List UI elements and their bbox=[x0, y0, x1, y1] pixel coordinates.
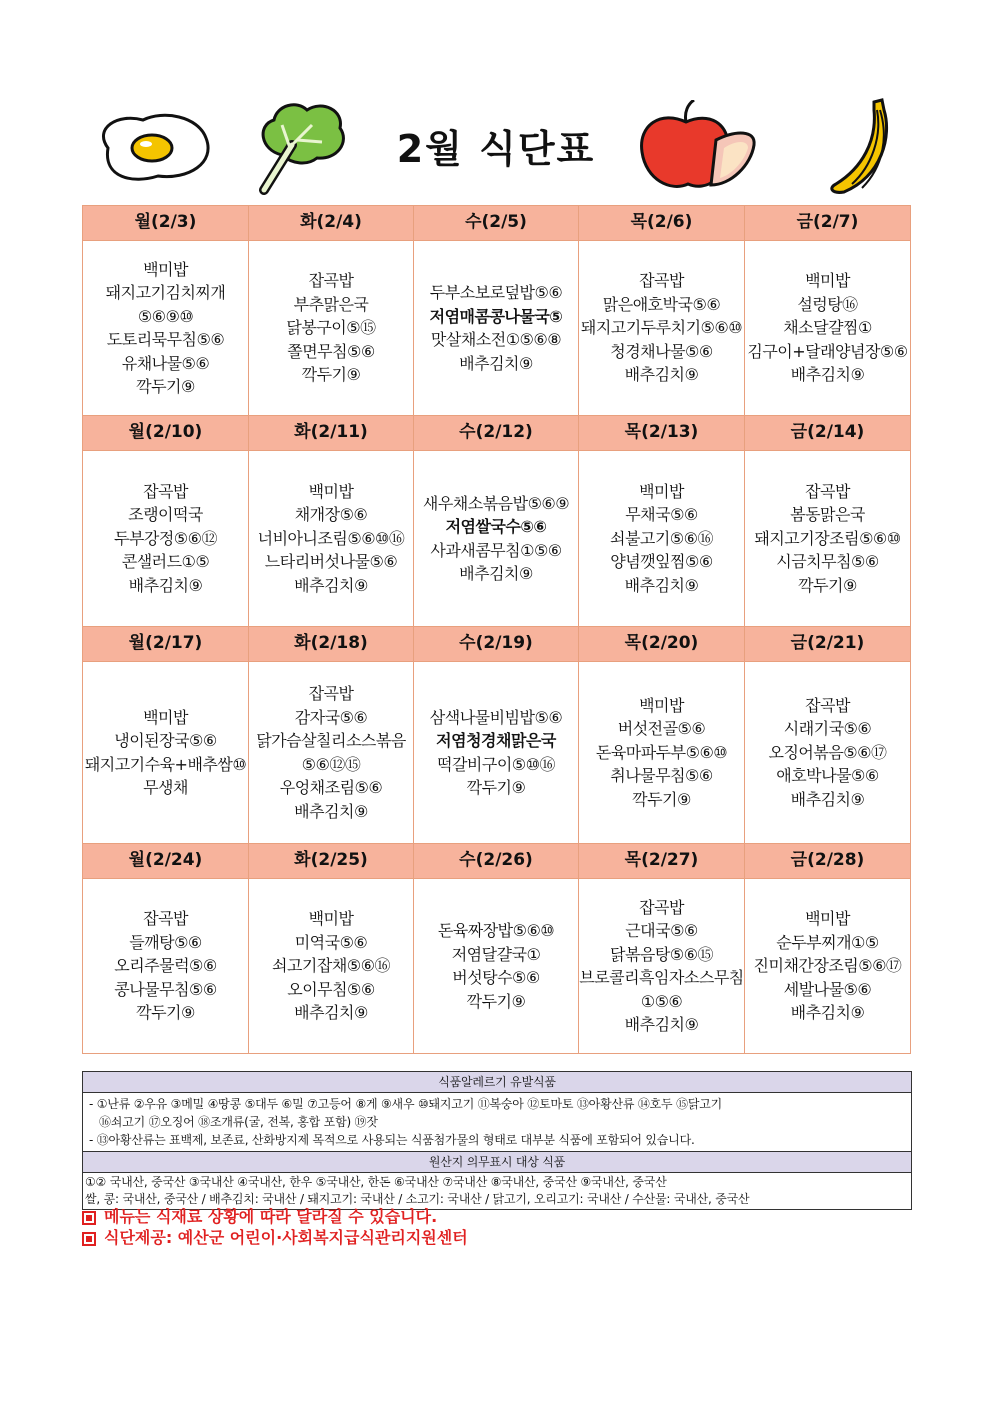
day-header-row bbox=[83, 206, 911, 241]
day-header: 목(2/13) bbox=[579, 416, 745, 451]
menu-item: 돼지고기장조림⑤⑥⑩ bbox=[754, 528, 901, 548]
menu-cell bbox=[249, 879, 414, 1054]
menu-item: 저염매콤콩나물국⑤ bbox=[429, 306, 563, 326]
menu-item: ①⑤⑥ bbox=[640, 991, 683, 1011]
menu-item: 닭봉구이⑤⑮ bbox=[286, 318, 376, 338]
menu-item: 깍두기⑨ bbox=[466, 991, 526, 1011]
menu-item: 배추김치⑨ bbox=[294, 1003, 368, 1023]
menu-item: 저염달걀국① bbox=[451, 944, 541, 964]
menu-item: 깍두기⑨ bbox=[632, 789, 691, 809]
menu-item: 무생채 bbox=[143, 778, 188, 797]
menu-item: 배추김치⑨ bbox=[790, 789, 865, 809]
menu-item: 시금치무침⑤⑥ bbox=[776, 552, 879, 572]
menu-cell bbox=[83, 451, 249, 627]
menu-item: 무채국⑤⑥ bbox=[625, 505, 698, 525]
menu-item: 배추김치⑨ bbox=[128, 575, 203, 595]
page-title: 2월 식단표 bbox=[396, 127, 596, 171]
menu-item: 잡곡밥 bbox=[143, 481, 188, 501]
menu-cell bbox=[579, 241, 745, 416]
menu-item: 시래기국⑤⑥ bbox=[783, 719, 872, 739]
menu-item: 돈육마파두부⑤⑥⑩ bbox=[595, 742, 728, 762]
day-header: 목(2/20) bbox=[579, 627, 745, 662]
menu-item: 취나물무침⑤⑥ bbox=[610, 766, 713, 786]
menu-item: 도토리묵무침⑤⑥ bbox=[106, 330, 225, 349]
day-header: 화(2/25) bbox=[249, 844, 414, 879]
day-header-row bbox=[83, 627, 911, 662]
menu-item: 채개장⑤⑥ bbox=[294, 505, 368, 525]
origin-line: ①② 국내산, 중국산 ③국내산 ④국내산, 한우 ⑤국내산, 한돈 ⑥국내산 ⑦국내산 ⑧국내산, 중국산 ⑨국내산, 중국산 bbox=[85, 1175, 667, 1189]
menu-row bbox=[83, 879, 911, 1054]
menu-item: 설렁탕⑯ bbox=[797, 294, 858, 314]
note-item bbox=[82, 1227, 468, 1248]
menu-item: 백미밥 bbox=[639, 695, 684, 715]
day-header: 월(2/24) bbox=[83, 844, 249, 879]
menu-cell bbox=[414, 241, 579, 416]
menu-cell bbox=[249, 241, 414, 416]
menu-cell bbox=[745, 879, 911, 1054]
menu-item: 닭볶음탕⑤⑥⑮ bbox=[609, 944, 713, 964]
day-header: 화(2/4) bbox=[249, 206, 414, 241]
menu-item: 들깨탕⑤⑥ bbox=[129, 932, 202, 952]
menu-item: 조랭이떡국 bbox=[128, 505, 203, 525]
menu-item: 김구이+달래양념장⑤⑥ bbox=[747, 341, 908, 361]
menu-item: 느타리버섯나물⑤⑥ bbox=[264, 552, 398, 572]
menu-item: 쇠고기잡채⑤⑥⑯ bbox=[272, 956, 390, 976]
menu-item: 돼지고기두루치기⑤⑥⑩ bbox=[580, 318, 743, 338]
menu-item: 쇠불고기⑤⑥⑯ bbox=[609, 528, 713, 548]
allergy-header: 식품알레르기 유발식품 bbox=[83, 1072, 911, 1093]
menu-item: 감자국⑤⑥ bbox=[294, 707, 368, 727]
menu-cell bbox=[83, 241, 249, 416]
menu-cell bbox=[83, 662, 249, 844]
menu-cell bbox=[249, 662, 414, 844]
menu-item: 두부소보로덮밥⑤⑥ bbox=[429, 283, 563, 302]
menu-item: 배추김치⑨ bbox=[459, 353, 533, 373]
menu-item: 돈육짜장밥⑤⑥⑩ bbox=[437, 921, 555, 940]
menu-item: 양념깻잎찜⑤⑥ bbox=[610, 552, 713, 572]
note-item bbox=[82, 1206, 468, 1227]
menu-item: 돼지고기수육+배추쌈⑩ bbox=[84, 754, 247, 774]
day-header: 월(2/3) bbox=[83, 206, 249, 241]
menu-item: 청경채나물⑤⑥ bbox=[610, 341, 713, 361]
menu-item: 두부강정⑤⑥⑫ bbox=[113, 528, 217, 548]
allergy-line: - ①난류 ②우유 ③메밀 ④땅콩 ⑤대두 ⑥밀 ⑦고등어 ⑧게 ⑨새우 ⑩돼지고기 ⑪복숭아 ⑫토마토 ⑬아황산류 ⑭호두 ⑮닭고기 bbox=[89, 1097, 723, 1111]
day-header: 금(2/14) bbox=[745, 416, 911, 451]
menu-item: 사과새콤무침①⑤⑥ bbox=[430, 540, 562, 560]
menu-item: 브로콜리흑임자소스무침 bbox=[579, 968, 744, 987]
menu-item: 콘샐러드①⑤ bbox=[121, 552, 210, 572]
menu-item: 배추김치⑨ bbox=[459, 564, 533, 583]
menu-item: 배추김치⑨ bbox=[624, 1015, 699, 1034]
menu-item: 배추김치⑨ bbox=[294, 575, 368, 595]
menu-item: ⑤⑥⑨⑩ bbox=[137, 306, 194, 326]
menu-item: 깍두기⑨ bbox=[136, 377, 195, 396]
day-header: 수(2/12) bbox=[414, 416, 579, 451]
day-header: 수(2/19) bbox=[414, 627, 579, 662]
menu-item: 저염청경채맑은국 bbox=[436, 731, 556, 750]
menu-item: 잡곡밥 bbox=[143, 909, 188, 929]
menu-item: 백미밥 bbox=[805, 271, 850, 291]
menu-cell bbox=[579, 879, 745, 1054]
menu-item: 잡곡밥 bbox=[639, 897, 684, 917]
day-header: 월(2/10) bbox=[83, 416, 249, 451]
menu-cell bbox=[414, 662, 579, 844]
menu-item: 백미밥 bbox=[805, 909, 850, 929]
menu-row bbox=[83, 662, 911, 844]
menu-item: 배추김치⑨ bbox=[624, 575, 699, 595]
menu-item: 잡곡밥 bbox=[308, 684, 354, 703]
day-header: 월(2/17) bbox=[83, 627, 249, 662]
day-header: 수(2/26) bbox=[414, 844, 579, 879]
day-header: 금(2/7) bbox=[745, 206, 911, 241]
menu-item: 새우채소볶음밥⑤⑥⑨ bbox=[422, 493, 570, 513]
day-header: 금(2/28) bbox=[745, 844, 911, 879]
menu-item: 채소달걀찜① bbox=[783, 318, 872, 338]
day-header-row bbox=[83, 844, 911, 879]
menu-item: 근대국⑤⑥ bbox=[625, 921, 698, 940]
menu-item: 백미밥 bbox=[308, 909, 354, 929]
note-text: 메뉴는 식재료 상황에 따라 달라질 수 있습니다. bbox=[104, 1207, 438, 1226]
allergy-list bbox=[83, 1093, 911, 1152]
day-header: 금(2/21) bbox=[745, 627, 911, 662]
menu-item: 버섯탕수⑤⑥ bbox=[452, 968, 540, 987]
origin-line: 쌀, 콩: 국내산, 중국산 / 배추김치: 국내산 / 돼지고기: 국내산 / 소고기: 국내산 / 닭고기, 오리고기: 국내산 / 수산물: 국내산, 중국산 bbox=[85, 1192, 750, 1206]
menu-item: 배추김치⑨ bbox=[790, 365, 865, 385]
menu-item: 애호박나물⑤⑥ bbox=[776, 766, 879, 786]
menu-item: 순두부찌개①⑤ bbox=[776, 932, 879, 952]
menu-item: 배추김치⑨ bbox=[624, 365, 699, 385]
menu-item: 백미밥 bbox=[143, 259, 188, 279]
menu-item: 깍두기⑨ bbox=[798, 575, 857, 595]
menu-item: 백미밥 bbox=[308, 481, 354, 501]
menu-item: 잡곡밥 bbox=[308, 271, 354, 291]
menu-item: 버섯전골⑤⑥ bbox=[617, 719, 706, 739]
menu-item: 떡갈비구이⑤⑩⑯ bbox=[437, 754, 555, 774]
menu-item: 오리주물럭⑤⑥ bbox=[114, 956, 217, 976]
menu-item: 저염쌀국수⑤⑥ bbox=[445, 517, 547, 536]
menu-row bbox=[83, 241, 911, 416]
menu-item: 냉이된장국⑤⑥ bbox=[114, 731, 217, 750]
menu-item: 부추맑은국 bbox=[293, 294, 369, 314]
menu-item: 배추김치⑨ bbox=[294, 801, 368, 821]
origin-header: 원산지 의무표시 대상 식품 bbox=[83, 1152, 911, 1173]
notes bbox=[82, 1206, 468, 1248]
menu-item: 돼지고기김치찌개 bbox=[105, 283, 226, 302]
menu-item: 잡곡밥 bbox=[805, 481, 850, 501]
menu-item: 콩나물무침⑤⑥ bbox=[114, 979, 217, 999]
menu-item: 깍두기⑨ bbox=[466, 778, 526, 797]
menu-item: 잡곡밥 bbox=[639, 271, 684, 291]
menu-table bbox=[82, 205, 911, 1054]
menu-item: 오징어볶음⑤⑥⑰ bbox=[768, 742, 887, 762]
menu-item: 깍두기⑨ bbox=[301, 365, 361, 385]
allergy-line: ⑯쇠고기 ⑰오징어 ⑱조개류(굴, 전복, 홍합 포함) ⑲잣 bbox=[99, 1115, 378, 1129]
info-box bbox=[82, 1071, 912, 1210]
menu-cell bbox=[414, 451, 579, 627]
menu-item: 미역국⑤⑥ bbox=[294, 932, 368, 952]
menu-cell bbox=[83, 879, 249, 1054]
menu-item: 봄동맑은국 bbox=[790, 505, 865, 525]
note-text: 식단제공: 예산군 어린이·사회복지급식관리지원센터 bbox=[104, 1228, 468, 1247]
day-header: 화(2/18) bbox=[249, 627, 414, 662]
menu-item: 배추김치⑨ bbox=[790, 1003, 865, 1023]
menu-item: 쫄면무침⑤⑥ bbox=[287, 341, 375, 361]
menu-item: 닭가슴살칠리소스볶음 bbox=[256, 731, 406, 750]
menu-cell bbox=[249, 451, 414, 627]
menu-item: 잡곡밥 bbox=[805, 695, 850, 715]
menu-item: 맑은애호박국⑤⑥ bbox=[602, 294, 721, 314]
day-header: 화(2/11) bbox=[249, 416, 414, 451]
day-header: 수(2/5) bbox=[414, 206, 579, 241]
menu-item: 삼색나물비빔밥⑤⑥ bbox=[429, 707, 563, 727]
allergy-line: - ⑬아황산류는 표백제, 보존료, 산화방지제 목적으로 사용되는 식품첨가물의 형태로 대부분 식품에 포함되어 있습니다. bbox=[89, 1133, 695, 1147]
origin-list bbox=[83, 1173, 911, 1209]
menu-item: 유채나물⑤⑥ bbox=[121, 353, 210, 373]
menu-item: 백미밥 bbox=[639, 481, 684, 501]
square-bullet-icon bbox=[82, 1232, 96, 1246]
menu-item: 세발나물⑤⑥ bbox=[783, 979, 872, 999]
day-header-row bbox=[83, 416, 911, 451]
menu-item: 진미채간장조림⑤⑥⑰ bbox=[753, 956, 902, 976]
menu-row bbox=[83, 451, 911, 627]
menu-item: 백미밥 bbox=[143, 707, 188, 727]
menu-item: 우엉채조림⑤⑥ bbox=[279, 778, 383, 797]
page-header bbox=[0, 90, 992, 200]
square-bullet-icon bbox=[82, 1211, 96, 1225]
day-header: 목(2/27) bbox=[579, 844, 745, 879]
menu-item: 너비아니조림⑤⑥⑩⑯ bbox=[257, 528, 405, 548]
menu-cell bbox=[414, 879, 579, 1054]
menu-cell bbox=[579, 662, 745, 844]
menu-item: 오이무침⑤⑥ bbox=[287, 979, 375, 999]
menu-cell bbox=[579, 451, 745, 627]
menu-cell bbox=[745, 241, 911, 416]
menu-item: 맛살채소전①⑤⑥⑧ bbox=[430, 330, 562, 349]
menu-item: ⑤⑥⑫⑮ bbox=[301, 754, 361, 774]
day-header: 목(2/6) bbox=[579, 206, 745, 241]
menu-cell bbox=[745, 451, 911, 627]
menu-item: 깍두기⑨ bbox=[136, 1003, 195, 1023]
menu-cell bbox=[745, 662, 911, 844]
